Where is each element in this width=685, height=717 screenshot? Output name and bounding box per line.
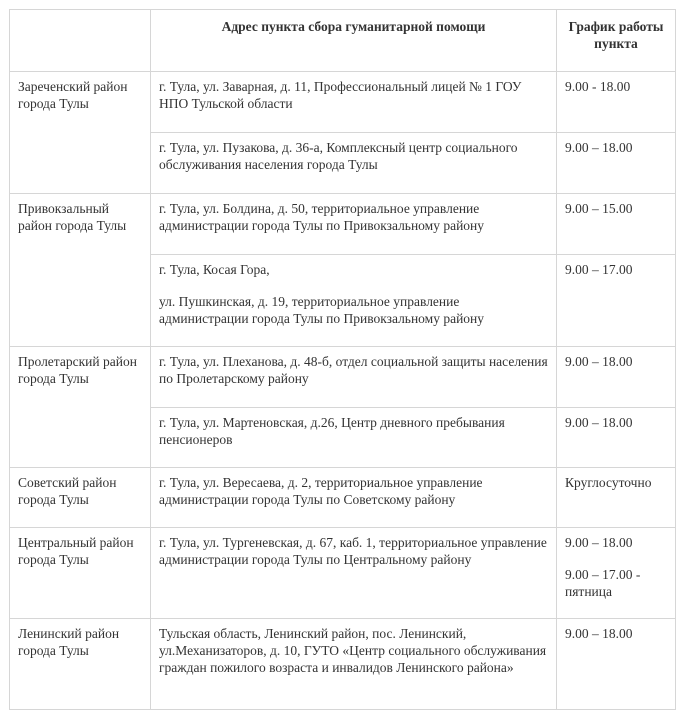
address-cell: [151, 619, 557, 710]
district-cell: [10, 347, 151, 468]
schedule-text: 9.00 – 18.00: [565, 354, 633, 369]
address-cell: [151, 468, 557, 528]
schedule-cell: [557, 194, 676, 255]
address-cell: [151, 72, 557, 133]
schedule-text: 9.00 – 15.00: [565, 201, 633, 216]
table-row: [10, 468, 676, 528]
table-row: [10, 528, 676, 619]
district-name: Ленинский район города Тулы: [18, 626, 120, 658]
address-cell: [151, 255, 557, 347]
header-schedule: График работы пункта: [557, 10, 676, 72]
address-cell: [151, 133, 557, 194]
schedule-cell: [557, 72, 676, 133]
schedule-text: 9.00 – 18.00: [565, 626, 633, 641]
schedule-cell: [557, 133, 676, 194]
schedule-text: 9.00 – 17.00: [565, 262, 633, 277]
schedule-cell: [557, 528, 676, 619]
address-text: г. Тула, ул. Мартеновская, д.26, Центр дневного пребывания пенсионеров: [159, 415, 505, 447]
table-row: [10, 347, 676, 408]
schedule-cell: [557, 255, 676, 347]
district-name: Привокзальный район города Тулы: [18, 201, 127, 233]
schedule-text: Круглосуточно: [565, 475, 652, 490]
aid-points-table: [9, 9, 676, 710]
address-cell: [151, 408, 557, 468]
table-row: [10, 194, 676, 255]
district-cell: [10, 468, 151, 528]
schedule-cell: [557, 468, 676, 528]
address-text: г. Тула, Косая Гора,: [159, 262, 270, 277]
address-text: г. Тула, ул. Заварная, д. 11, Профессиональный лицей № 1 ГОУ НПО Тульской области: [159, 79, 522, 111]
schedule-cell: [557, 408, 676, 468]
district-cell: [10, 619, 151, 710]
district-cell: [10, 194, 151, 347]
address-text: Тульская область, Ленинский район, пос. Ленинский, ул.Механизаторов, д. 10, ГУТО «Центр социального обслуживания граждан пожилого возраста и инвалидов Ленинского района»: [159, 626, 547, 675]
table-row: [10, 72, 676, 133]
schedule-text: 9.00 – 18.00: [565, 140, 633, 155]
address-text: г. Тула, ул. Тургеневская, д. 67, каб. 1, территориальное управление администрации города Тулы по Центральному району: [159, 535, 547, 567]
address-text: г. Тула, ул. Пузакова, д. 36-а, Комплексный центр социального обслуживания населения города Тулы: [159, 140, 518, 172]
schedule-text: 9.00 – 18.00: [565, 535, 633, 550]
district-name: Зареченский район города Тулы: [18, 79, 128, 111]
schedule-text: 9.00 – 18.00: [565, 415, 633, 430]
district-cell: [10, 72, 151, 194]
address-text: г. Тула, ул. Плеханова, д. 48-б, отдел социальной защиты населения по Пролетарскому району: [159, 354, 548, 386]
schedule-text: 9.00 - 18.00: [565, 79, 631, 94]
schedule-cell: [557, 347, 676, 408]
district-name: Центральный район города Тулы: [18, 535, 134, 567]
address-text: г. Тула, ул. Болдина, д. 50, территориальное управление администрации города Тулы по Привокзальному району: [159, 201, 485, 233]
header-address: Адрес пункта сбора гуманитарной помощи: [151, 10, 557, 72]
address-text: ул. Пушкинская, д. 19, территориальное управление администрации города Тулы по Привокзальному району: [159, 294, 485, 326]
address-cell: [151, 347, 557, 408]
schedule-cell: [557, 619, 676, 710]
district-cell: [10, 528, 151, 619]
address-cell: [151, 528, 557, 619]
district-name: Пролетарский район города Тулы: [18, 354, 137, 386]
table-header-row: [10, 10, 676, 72]
header-district: [10, 10, 151, 72]
address-text: г. Тула, ул. Вересаева, д. 2, территориальное управление администрации города Тулы по Советскому району: [159, 475, 483, 507]
table-row: [10, 619, 676, 710]
district-name: Советский район города Тулы: [18, 475, 117, 507]
schedule-text: 9.00 – 17.00 - пятница: [565, 567, 641, 599]
address-cell: [151, 194, 557, 255]
